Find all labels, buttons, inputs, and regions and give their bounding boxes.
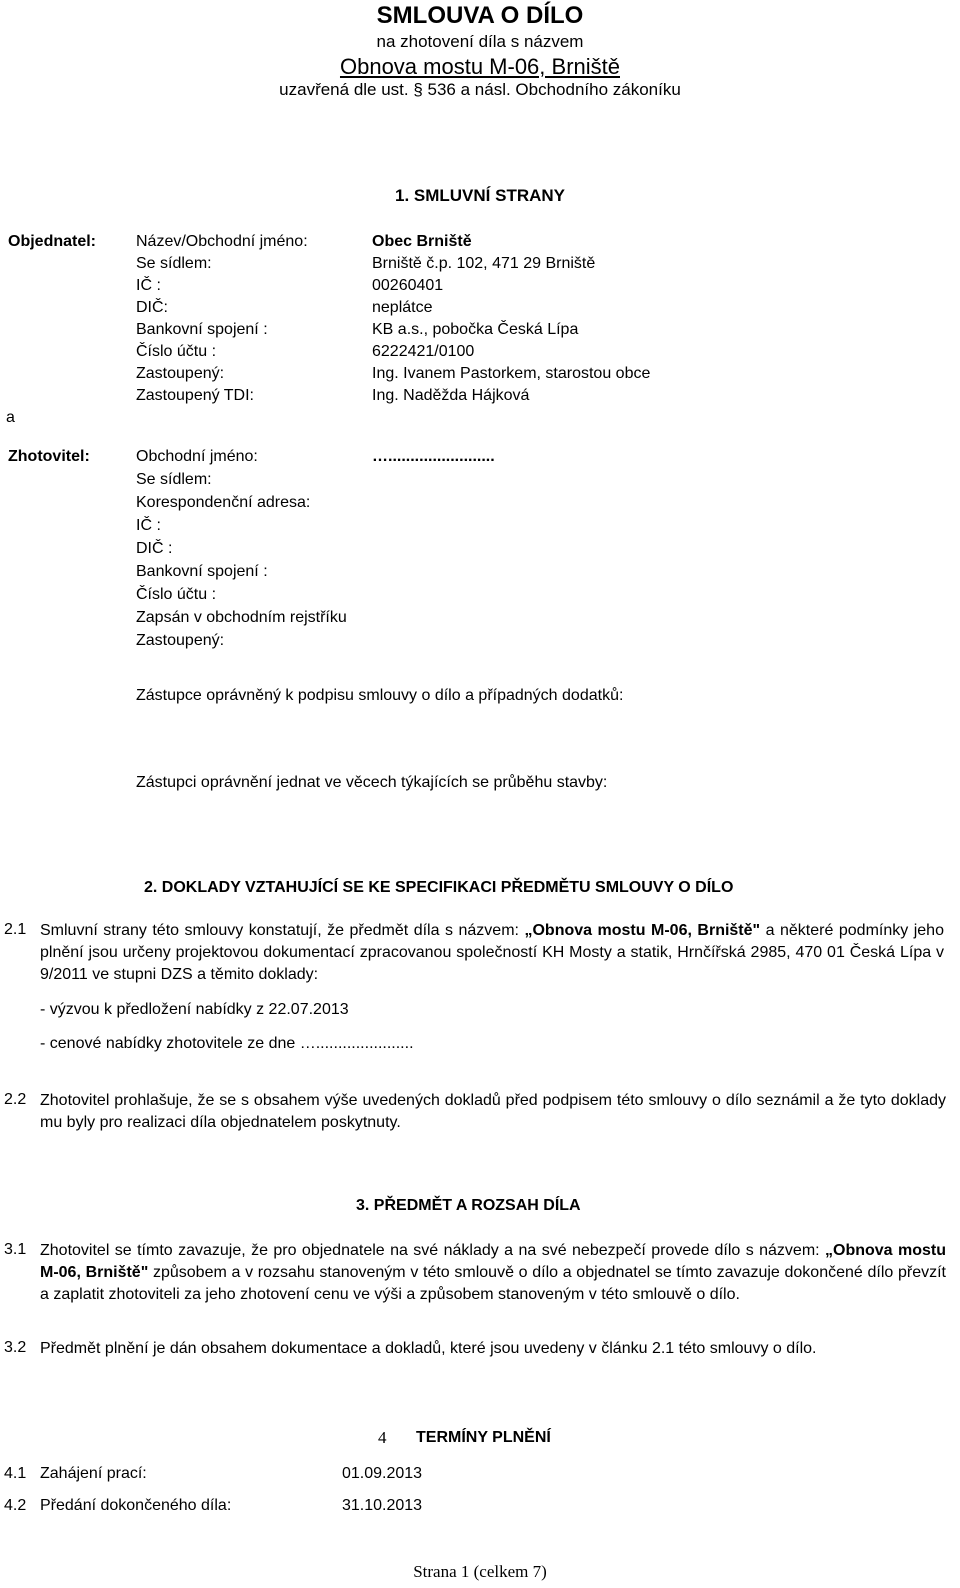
clause-3-1: Zhotovitel se tímto zavazuje, že pro objednatele na své náklady a na své nebezpečí provede dílo s názvem: „Obnova mostu M-06, Brniště" způsobem a v rozsahu stanoveným v této smlouvě o dílo a objednatel se tímto zavazuje dokončené dílo převzít a zaplatit zhotoviteli za jeho zhotovení cenu ve výši a způsobem stanoveným v této smlouvě o dílo. <box>40 1242 946 1303</box>
client-value: Ing. Naděžda Hájková <box>372 387 530 404</box>
client-label: Objednatel: <box>8 233 97 250</box>
section-1-heading: 1. SMLUVNÍ STRANY <box>394 186 566 205</box>
contractor-field: Se sídlem: <box>136 471 212 488</box>
contractor-field: Bankovní spojení : <box>136 563 268 580</box>
conjunction: a <box>6 409 15 426</box>
client-key: IČ : <box>136 277 161 294</box>
client-value: Brniště č.p. 102, 471 29 Brniště <box>372 255 596 272</box>
clause-number: 2.2 <box>4 1091 27 1108</box>
signing-representative: Zástupce oprávněný k podpisu smlouvy o dílo a případných dodatků: <box>136 687 624 704</box>
deadline-number: 4.2 <box>4 1497 27 1514</box>
deadline-date: 01.09.2013 <box>342 1465 423 1482</box>
client-key: Zastoupený TDI: <box>136 387 254 404</box>
contractor-field: Zapsán v obchodním rejstříku <box>136 609 347 626</box>
client-key: Se sídlem: <box>136 255 212 272</box>
contractor-field: Zastoupený: <box>136 632 225 649</box>
section-4-heading: TERMÍNY PLNĚNÍ <box>416 1429 551 1446</box>
project-name-bold: „Obnova mostu M-06, Brniště" <box>524 922 761 939</box>
client-key: DIČ: <box>136 299 168 316</box>
section-4-number: 4 <box>378 1428 387 1447</box>
client-value: 00260401 <box>372 277 444 294</box>
project-name: Obnova mostu M-06, Brniště <box>339 54 620 79</box>
client-value: Ing. Ivanem Pastorkem, starostou obce <box>372 365 651 382</box>
contractor-field: Číslo účtu : <box>136 586 217 603</box>
deadline-date: 31.10.2013 <box>342 1497 423 1514</box>
section-2-heading: 2. DOKLADY VZTAHUJÍCÍ SE KE SPECIFIKACI PŘEDMĚTU SMLOUVY O DÍLO <box>144 879 734 896</box>
client-value: KB a.s., pobočka Česká Lípa <box>372 321 579 338</box>
document-title: SMLOUVA O DÍLO <box>376 2 584 29</box>
contractor-field: IČ : <box>136 517 161 534</box>
client-value: Obec Brniště <box>372 233 472 250</box>
clause-number: 3.2 <box>4 1339 27 1356</box>
clause-number: 2.1 <box>4 921 27 938</box>
clause-2-1: Smluvní strany této smlouvy konstatují, že předmět díla s názvem: „Obnova mostu M-06, Brniště" a některé podmínky jeho plnění jsou určeny projektovou dokumentací zpracovanou společností KH Mosty a statik, Hrnčířská 2985, 470 01 Česká Lípa v 9/2011 ve stupni DZS a těmito doklady: <box>40 922 944 983</box>
client-key: Číslo účtu : <box>136 343 217 360</box>
contractor-label: Zhotovitel: <box>8 448 90 465</box>
deadline-label: Předání dokončeného díla: <box>40 1497 232 1514</box>
page-number: Strana 1 (celkem 7) <box>413 1562 547 1581</box>
clause-2-2: Zhotovitel prohlašuje, že se s obsahem výše uvedených dokladů před podpisem této smlouvy o dílo seznámil a že tyto doklady mu byly pro realizaci díla objednatelem poskytnuty. <box>40 1092 946 1131</box>
deadline-label: Zahájení prací: <box>40 1465 147 1482</box>
client-key: Název/Obchodní jméno: <box>136 233 308 250</box>
document-subtitle: na zhotovení díla s názvem <box>376 32 584 51</box>
client-key: Zastoupený: <box>136 365 225 382</box>
construction-representatives: Zástupci oprávnění jednat ve věcech týkajících se průběhu stavby: <box>136 774 608 791</box>
legal-basis: uzavřená dle ust. § 536 a násl. Obchodního zákoníku <box>279 80 681 99</box>
clause-number: 3.1 <box>4 1241 27 1258</box>
contractor-field: DIČ : <box>136 540 173 557</box>
document-bullet: - cenové nabídky zhotovitele ze dne …...................... <box>40 1035 414 1052</box>
contractor-field: Obchodní jméno: <box>136 448 258 465</box>
client-value: 6222421/0100 <box>372 343 475 360</box>
contractor-field: Korespondenční adresa: <box>136 494 311 511</box>
client-key: Bankovní spojení : <box>136 321 268 338</box>
clause-3-2: Předmět plnění je dán obsahem dokumentace a dokladů, které jsou uvedeny v článku 2.1 této smlouvy o dílo. <box>40 1340 817 1357</box>
contractor-name-placeholder: …........................ <box>372 448 495 465</box>
document-bullet: - výzvou k předložení nabídky z 22.07.2013 <box>40 1001 349 1018</box>
section-3-heading: 3. PŘEDMĚT A ROZSAH DÍLA <box>356 1197 581 1214</box>
client-value: neplátce <box>372 299 433 316</box>
deadline-number: 4.1 <box>4 1465 27 1482</box>
